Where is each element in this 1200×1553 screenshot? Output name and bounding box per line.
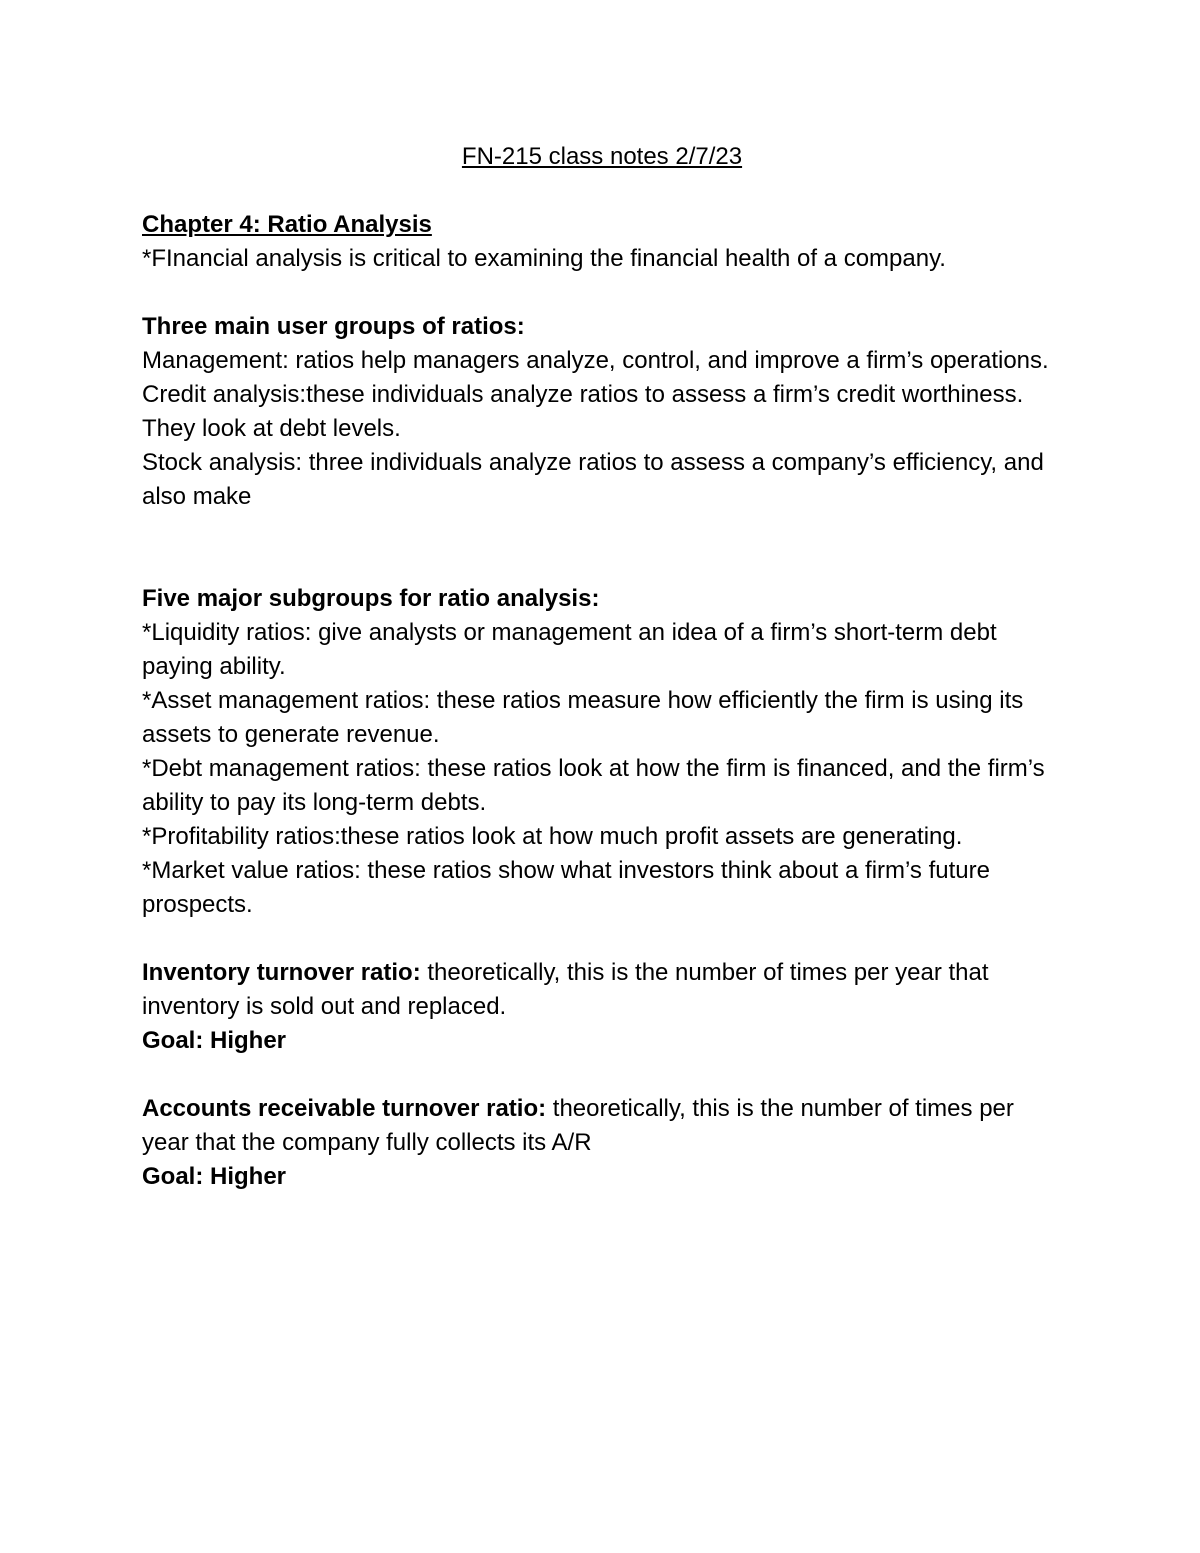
subgroup-item: *Liquidity ratios: give analysts or management an idea of a firm’s short-term debt paying ability.: [142, 619, 997, 680]
user-group-item: Management: ratios help managers analyze, control, and improve a firm’s operations.: [142, 347, 1049, 374]
user-groups-heading: Three main user groups of ratios:: [142, 313, 525, 340]
spacer: [142, 922, 1062, 956]
inventory-text: theoretically, this is the number of times per year that inventory is sold out and replaced.: [142, 959, 989, 1020]
receivable-text: theoretically, this is the number of times per year that the company fully collects its A/R: [142, 1095, 1014, 1156]
inventory-definition: [142, 956, 1062, 1024]
subgroup-item: *Debt management ratios: these ratios look at how the firm is financed, and the firm’s ability to pay its long-term debts.: [142, 755, 1045, 816]
inventory-term: Inventory turnover ratio:: [142, 959, 421, 986]
user-group-item: Credit analysis:these individuals analyze ratios to assess a firm’s credit worthiness. They look at debt levels.: [142, 381, 1024, 442]
spacer: [142, 514, 1062, 582]
subgroup-item: *Market value ratios: these ratios show what investors think about a firm’s future prospects.: [142, 857, 990, 918]
receivable-term: Accounts receivable turnover ratio:: [142, 1095, 547, 1122]
user-group-item: Stock analysis: three individuals analyze ratios to assess a company’s efficiency, and also make: [142, 449, 1044, 510]
spacer: [142, 276, 1062, 310]
subgroup-item: *Profitability ratios:these ratios look at how much profit assets are generating.: [142, 823, 963, 850]
spacer: [142, 174, 1062, 208]
notes-content: [142, 140, 1062, 1194]
subgroups-heading: Five major subgroups for ratio analysis:: [142, 585, 600, 612]
chapter-intro: *FInancial analysis is critical to examining the financial health of a company.: [142, 245, 946, 272]
page-title: FN-215 class notes 2/7/23: [461, 143, 743, 170]
receivable-goal: Goal: Higher: [142, 1163, 287, 1190]
subgroup-item: *Asset management ratios: these ratios measure how efficiently the firm is using its assets to generate revenue.: [142, 687, 1024, 748]
inventory-goal: Goal: Higher: [142, 1027, 287, 1054]
receivable-definition: [142, 1092, 1062, 1160]
spacer: [142, 1058, 1062, 1092]
chapter-heading: Chapter 4: Ratio Analysis: [142, 211, 432, 238]
